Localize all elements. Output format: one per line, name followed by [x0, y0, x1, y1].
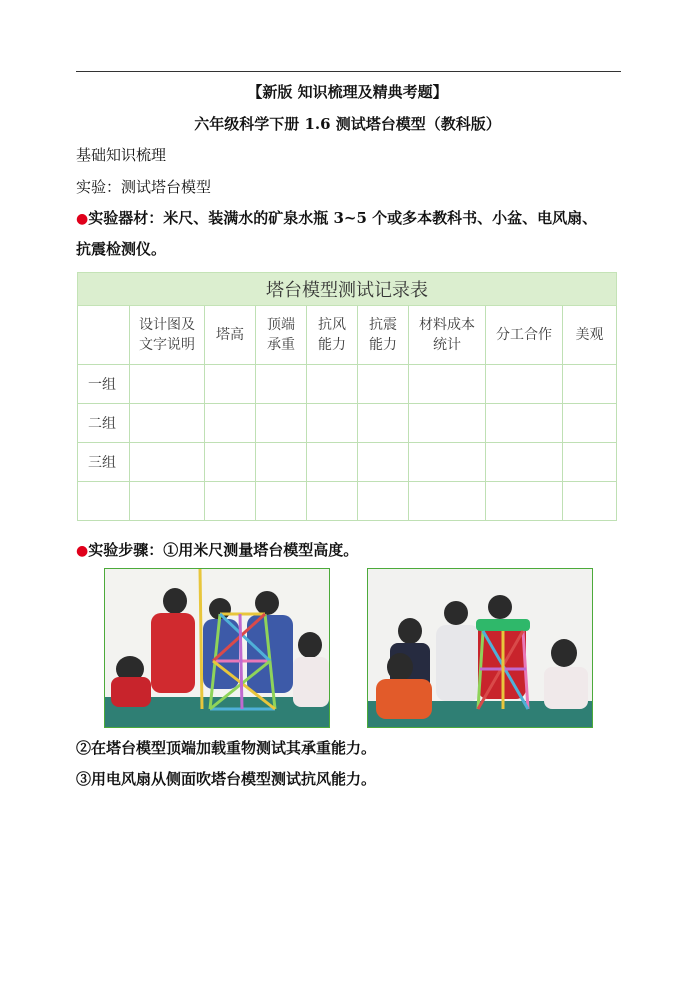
header-cell — [563, 306, 617, 365]
header-cell-line2: 能力 — [369, 337, 397, 353]
header-cell-line1: 设计图及 — [139, 317, 195, 333]
bullet-icon: ● — [76, 543, 89, 559]
table-cell — [563, 404, 617, 443]
header-cell-line1: 抗震 — [369, 317, 397, 333]
table-cell — [563, 365, 617, 404]
header-cell-line1: 塔高 — [216, 327, 244, 343]
table-cell — [563, 443, 617, 482]
photo-load-test — [367, 568, 593, 728]
record-table — [77, 272, 617, 521]
table-cell — [205, 443, 256, 482]
table-cell — [486, 482, 563, 521]
table-cell — [358, 443, 409, 482]
table-cell — [486, 365, 563, 404]
header-cell-line2: 统计 — [433, 337, 461, 353]
table-cell — [256, 443, 307, 482]
table-cell — [307, 404, 358, 443]
table-cell — [409, 443, 486, 482]
header-cell-line2: 能力 — [318, 337, 346, 353]
section-heading: 基础知识梳理 — [76, 146, 167, 164]
table-cell — [486, 443, 563, 482]
header-cell-line1: 抗风 — [318, 317, 346, 333]
bullet-icon: ● — [76, 211, 89, 227]
header-cell — [486, 306, 563, 365]
table-row — [78, 443, 617, 482]
header-rule — [76, 71, 621, 72]
header-cell-line1: 材料成本 — [419, 317, 475, 333]
materials-text: 实验器材：米尺、装满水的矿泉水瓶 3~5 个或多本教科书、小盆、电风扇、 — [88, 209, 598, 227]
header-cell-line1: 美观 — [575, 327, 604, 343]
table-row — [78, 365, 617, 404]
header-cell — [205, 306, 256, 365]
doc-title: 【新版 知识梳理及精典考题】 — [247, 83, 448, 101]
table-cell — [358, 365, 409, 404]
header-cell — [409, 306, 486, 365]
table-cell — [256, 482, 307, 521]
steps-text: 实验步骤：①用米尺测量塔台模型高度。 — [88, 541, 359, 559]
table-cell — [563, 482, 617, 521]
header-cell — [256, 306, 307, 365]
steps-line-1 — [76, 540, 358, 561]
table-row — [78, 482, 617, 521]
table-cell — [358, 404, 409, 443]
header-cell — [358, 306, 409, 365]
table-cell — [205, 365, 256, 404]
photo-measuring-tower — [104, 568, 330, 728]
experiment-heading: 实验：测试塔台模型 — [76, 178, 212, 196]
table-cell — [358, 482, 409, 521]
table-row — [78, 404, 617, 443]
header-cell — [130, 306, 205, 365]
table-cell — [130, 443, 205, 482]
table-cell — [409, 404, 486, 443]
table-cell — [205, 404, 256, 443]
header-cell-line1: 顶端 — [267, 317, 295, 333]
materials-line-1 — [76, 208, 597, 229]
steps-line-3: ③用电风扇从侧面吹塔台模型测试抗风能力。 — [76, 770, 377, 788]
steps-line-2: ②在塔台模型顶端加载重物测试其承重能力。 — [76, 739, 377, 757]
table-cell — [486, 404, 563, 443]
table-cell — [307, 365, 358, 404]
header-cell-line2: 承重 — [267, 337, 295, 353]
table-cell — [409, 365, 486, 404]
row-label: 三组 — [78, 443, 130, 482]
header-cell-line2: 文字说明 — [139, 337, 195, 353]
table-cell — [307, 482, 358, 521]
table-cell — [256, 404, 307, 443]
table-cell — [205, 482, 256, 521]
row-label: 一组 — [78, 365, 130, 404]
row-label — [78, 482, 130, 521]
table-header-row — [78, 306, 617, 365]
header-cell-line1: 分工合作 — [496, 327, 552, 343]
table-cell — [256, 365, 307, 404]
table-cell — [307, 443, 358, 482]
row-label: 二组 — [78, 404, 130, 443]
table-cell — [409, 482, 486, 521]
table-cell — [130, 404, 205, 443]
table-cell — [130, 365, 205, 404]
header-cell-empty — [78, 306, 130, 365]
table-cell — [130, 482, 205, 521]
table-title: 塔台模型测试记录表 — [78, 273, 617, 306]
header-cell — [307, 306, 358, 365]
materials-line-2: 抗震检测仪。 — [76, 240, 167, 258]
doc-subtitle: 六年级科学下册 1.6 测试塔台模型（教科版） — [194, 115, 501, 133]
